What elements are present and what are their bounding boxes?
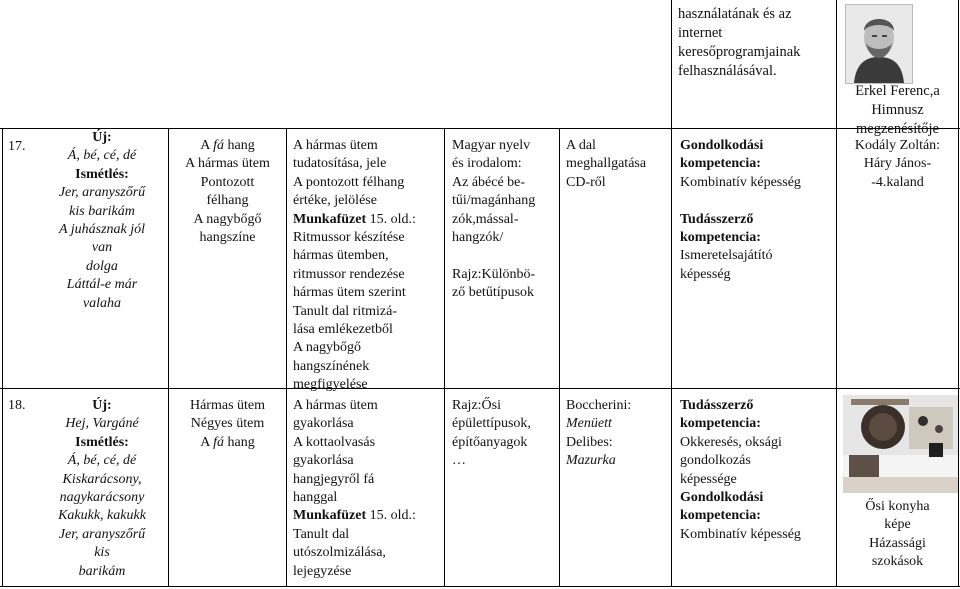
row18-concepts [169, 397, 286, 452]
table-rule-bottom [0, 586, 960, 587]
text-line: A hármas ütem [293, 398, 378, 413]
text-line: Jer, aranyszőrű [58, 526, 146, 542]
text-line: Hej, Vargáné [65, 416, 139, 432]
text-line: Ismeretelsajátító [680, 248, 773, 264]
text-line: felhasználásával. [678, 63, 777, 79]
text-line: van [91, 240, 113, 256]
row18-resources [837, 498, 958, 572]
text-line: Gondolkodási [680, 490, 764, 506]
text-line: gyakorlása [293, 453, 354, 469]
text-line: Négyes ütem [190, 416, 265, 432]
table-rule-row-separator [0, 388, 960, 389]
text-line: Á, bé, cé, dé [67, 453, 137, 469]
solfege-fa: fá [213, 434, 224, 450]
text-line: Új: [92, 398, 112, 413]
text-line: A nagybőgő [293, 340, 362, 356]
text-line: A fá hang [200, 138, 255, 153]
text-line: zók,mással- [452, 211, 519, 227]
text-line: Magyar nyelv [452, 138, 531, 153]
text-line: kompetencia: [680, 230, 761, 246]
cell-top-methods [678, 5, 800, 81]
text-line: A hármas ütem [293, 138, 378, 153]
text-line: dolga [86, 258, 118, 274]
text-line: internet [678, 25, 723, 41]
text-line: kompetencia: [680, 156, 761, 172]
row18-listening [566, 397, 631, 471]
text-line: megfigyelése [293, 377, 368, 393]
text-line: hármas ütemben, [293, 248, 389, 264]
table-rule-col [559, 128, 560, 587]
text-line: Munkafüzet 15. old.: [293, 508, 416, 524]
text-line: Erkel Ferenc,a [855, 83, 940, 99]
row17-activities [293, 137, 416, 395]
text-line: képesség [680, 266, 731, 282]
text-line: Háry János- [863, 156, 932, 172]
text-line: kompetencia: [680, 508, 761, 524]
text-line: utószolmizálása, [293, 545, 386, 561]
text-line: A kottaolvasás [293, 434, 376, 450]
text-line: Ősi konyha [865, 499, 930, 514]
text-line: A hármas ütem [185, 156, 270, 172]
text-line: Boccherini: [566, 398, 632, 413]
text-line: Kiskarácsony, [62, 471, 142, 487]
text-line: képe [884, 517, 911, 533]
text-line: Pontozott [200, 174, 255, 190]
text-line: Tanult dal ritmizá- [293, 303, 397, 319]
text-line: Kombinatív képesség [680, 526, 801, 542]
text-line: értéke, jelölése [293, 193, 377, 209]
table-rule-col [2, 128, 3, 587]
table-rule-col [286, 128, 287, 587]
text-line: -4.kaland [871, 174, 924, 190]
text-line: Rajz:Ősi [452, 398, 501, 413]
row17-listening [566, 137, 646, 192]
text-line: Mazurka [566, 453, 616, 469]
text-line: gyakorlása [293, 416, 354, 432]
text-line: Láttál-e már [66, 277, 138, 293]
table-rule-col [958, 0, 959, 587]
text-line: hangszínének [293, 358, 370, 374]
text-line: CD-ről [566, 174, 606, 190]
text-line: Á, bé, cé, dé [67, 148, 137, 164]
text-line: tűi/magánhang [452, 193, 536, 209]
text-line: A juhásznak jól [58, 222, 146, 238]
row17-crosscurricular [452, 137, 535, 303]
row17-songs [36, 129, 168, 313]
lesson-number-18: 18. [8, 398, 26, 413]
text-line: épülettípusok, [452, 416, 531, 432]
text-line: Ismétlés: [75, 434, 129, 450]
text-line: A pontozott félhang [293, 174, 405, 190]
text-line: Jer, aranyszőrű [58, 185, 146, 201]
row18-competencies [680, 397, 801, 544]
text-line: Házassági [869, 535, 926, 551]
text-line: … [452, 453, 466, 469]
text-line: Tudásszerző [680, 398, 754, 413]
text-line: lejegyzése [293, 563, 352, 579]
row18-crosscurricular [452, 397, 531, 471]
text-line: valaha [82, 295, 122, 311]
text-line [680, 192, 801, 210]
text-line: Munkafüzet 15. old.: [293, 211, 416, 227]
text-line: hangjegyről fá [293, 471, 375, 487]
text-line: Kodály Zoltán: [854, 138, 941, 153]
text-line: Gondolkodási [680, 138, 764, 153]
text-line: hangzók/ [452, 230, 504, 246]
text-line: kis [94, 545, 110, 561]
text-line: ritmussor rendezése [293, 266, 405, 282]
old-kitchen-photo [843, 395, 958, 493]
text-line: ző betűtípusok [452, 285, 535, 301]
text-line: építőanyagok [452, 434, 528, 450]
text-line: Himnusz [871, 102, 924, 118]
text-line: tudatosítása, jele [293, 156, 387, 172]
text-line [452, 247, 535, 265]
text-line: hanggal [293, 490, 338, 506]
text-line: lása emlékezetből [293, 322, 393, 338]
text-line: és irodalom: [452, 156, 522, 172]
text-line: félhang [206, 193, 249, 209]
cell-top-composer [837, 82, 958, 139]
text-line: barikám [78, 563, 126, 579]
row17-resources [837, 137, 958, 192]
text-line: Az ábécé be- [452, 174, 526, 190]
solfege-fa: fá [213, 138, 224, 153]
text-line: megzenésítője [856, 121, 939, 137]
text-line: Tanult dal [293, 526, 350, 542]
text-line: hármas ütem szerint [293, 285, 406, 301]
text-line: hangszíne [199, 230, 256, 246]
text-line: A fá hang [200, 434, 255, 450]
row18-activities [293, 397, 416, 581]
text-line: Tudásszerző [680, 211, 754, 227]
text-line: kis barikám [69, 203, 135, 219]
text-line: Hármas ütem [189, 398, 266, 413]
erkel-portrait-image [845, 4, 913, 84]
text-line: keresőprogramjainak [678, 44, 801, 60]
workbook-label: Munkafüzet [293, 508, 367, 524]
text-line: szokások [871, 554, 924, 570]
text-line: nagykarácsony [59, 490, 145, 506]
workbook-label: Munkafüzet [293, 211, 367, 227]
text-line: Kakukk, kakukk [58, 508, 146, 524]
text-line: képessége [680, 471, 737, 487]
text-line: Delibes: [566, 434, 613, 450]
text-line: A dal [566, 138, 596, 153]
table-rule-col [444, 128, 445, 587]
text-line: kompetencia: [680, 416, 761, 432]
text-line: használatának és az [678, 6, 792, 22]
row18-songs [36, 397, 168, 581]
text-line: gondolkozás [680, 453, 751, 469]
table-rule-col [671, 0, 672, 587]
text-line: Kombinatív képesség [680, 174, 801, 190]
row17-competencies [680, 137, 801, 284]
text-line: Ismétlés: [75, 166, 129, 182]
text-line: Új: [92, 130, 112, 145]
text-line: meghallgatása [566, 156, 647, 172]
text-line: Menüett [566, 416, 612, 432]
text-line: Ritmussor készítése [293, 230, 405, 246]
text-line: A nagybőgő [193, 211, 262, 227]
text-line: Okkeresés, oksági [680, 434, 782, 450]
text-line: Rajz:Különbö- [452, 266, 536, 282]
lesson-number-17: 17. [8, 139, 26, 154]
row17-concepts [169, 137, 286, 247]
